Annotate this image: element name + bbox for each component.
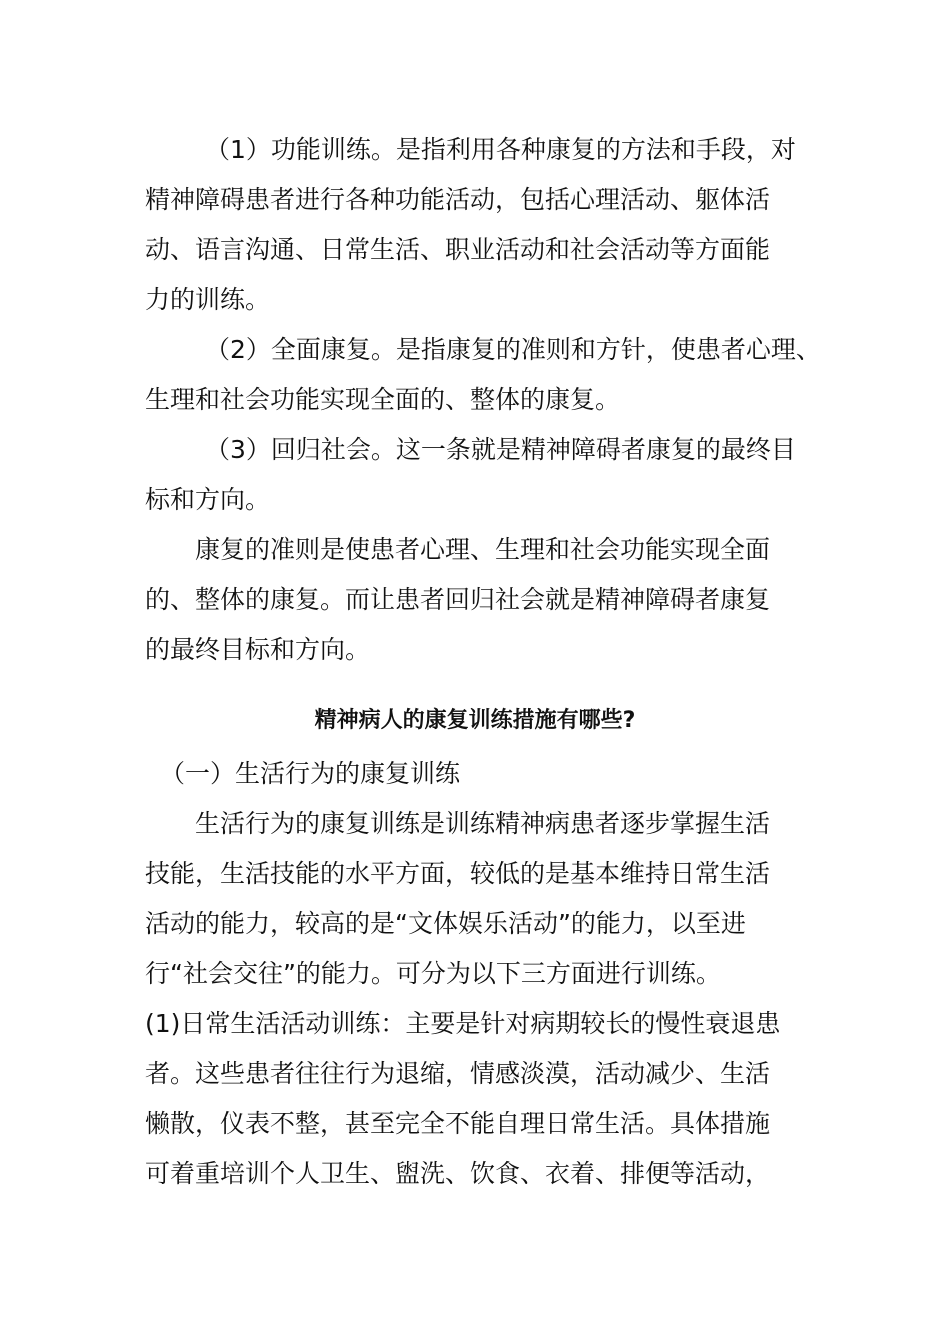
paragraph-6-line-1: (1)日常生活活动训练：主要是针对病期较长的慢性衰退患 <box>145 1009 781 1038</box>
paragraph-5-line-2: 技能，生活技能的水平方面，较低的是基本维持日常生活 <box>145 859 771 888</box>
paragraph-2-line-1: （2）全面康复。是指康复的准则和方针，使患者心理、 <box>205 335 821 364</box>
paragraph-1-line-1: （1）功能训练。是指利用各种康复的方法和手段，对 <box>205 135 796 164</box>
paragraph-1-line-4: 力的训练。 <box>145 285 271 314</box>
paragraph-5-line-3: 活动的能力，较高的是“文体娱乐活动”的能力，以至进 <box>145 909 746 938</box>
section-heading: 精神病人的康复训练措施有哪些? <box>314 708 636 733</box>
paragraph-6-line-3: 懒散，仪表不整，甚至完全不能自理日常生活。具体措施 <box>145 1109 771 1138</box>
paragraph-4-line-1: 康复的准则是使患者心理、生理和社会功能实现全面 <box>195 535 771 564</box>
paragraph-6-line-2: 者。这些患者往往行为退缩，情感淡漠，活动减少、生活 <box>145 1059 771 1088</box>
subsection-heading: （一）生活行为的康复训练 <box>160 759 461 788</box>
paragraph-3-line-1: （3）回归社会。这一条就是精神障碍者康复的最终目 <box>205 435 796 464</box>
paragraph-4-line-2: 的、整体的康复。而让患者回归社会就是精神障碍者康复 <box>145 585 771 614</box>
paragraph-2-line-2: 生理和社会功能实现全面的、整体的康复。 <box>145 385 621 414</box>
paragraph-6-line-4: 可着重培训个人卫生、盥洗、饮食、衣着、排便等活动， <box>145 1159 771 1188</box>
paragraph-5-line-4: 行“社会交往”的能力。可分为以下三方面进行训练。 <box>145 959 721 988</box>
paragraph-1-line-2: 精神障碍患者进行各种功能活动，包括心理活动、躯体活 <box>145 185 771 214</box>
paragraph-4-line-3: 的最终目标和方向。 <box>145 635 371 664</box>
paragraph-5-line-1: 生活行为的康复训练是训练精神病患者逐步掌握生活 <box>195 809 771 838</box>
paragraph-3-line-2: 标和方向。 <box>145 485 271 514</box>
paragraph-1-line-3: 动、语言沟通、日常生活、职业活动和社会活动等方面能 <box>145 235 771 264</box>
